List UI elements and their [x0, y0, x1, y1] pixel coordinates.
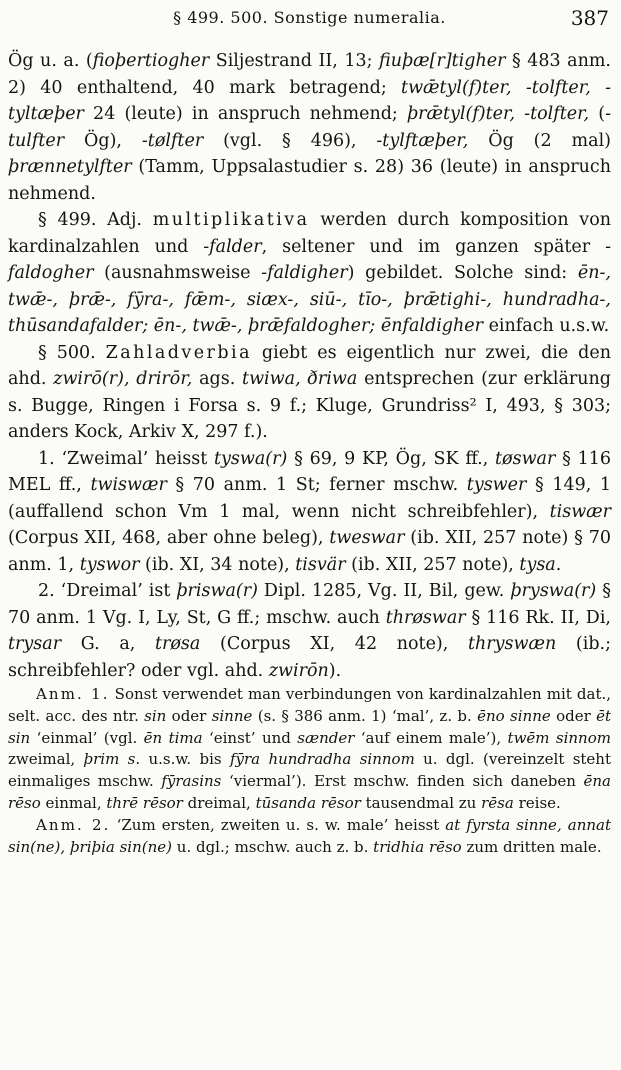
text-run: ).	[328, 660, 342, 681]
text-run: fiuþæ[r]tigher	[379, 51, 506, 71]
text-run: ‘auf einem male’),	[354, 728, 508, 747]
text-run: , seltener und im ganzen später	[261, 236, 606, 257]
text-run: þrǣtyl(f)ter, -tolfter,	[406, 104, 590, 124]
text-run: (vgl. § 496),	[203, 130, 377, 151]
text-run: § 500.	[38, 342, 106, 363]
text-run: twēm sinnom	[507, 728, 611, 747]
text-run: at fyrsta sinne, annat sin(ne), þriþia sin(ne)	[8, 815, 611, 856]
text-run: tyswer	[466, 475, 527, 495]
text-run: multiplikativa	[152, 210, 310, 230]
text-run: -faldogher	[8, 236, 611, 283]
paragraph-anmerkung-1	[8, 684, 611, 815]
text-run: tiswær	[549, 501, 611, 522]
running-head-title: § 499. 500. Sonstige numeralia.	[173, 8, 446, 27]
text-run: fȳra hundradha sinnom	[229, 750, 415, 769]
text-run: § 499. Adj.	[38, 210, 153, 230]
text-run: Anm. 2.	[36, 815, 111, 834]
text-run: Ög (2 mal)	[468, 130, 611, 151]
text-run: (ib. XI, 34 note),	[139, 554, 296, 575]
text-run: (	[589, 104, 606, 124]
text-run: .	[555, 554, 562, 575]
text-run: ēna rēso	[8, 772, 611, 812]
text-run: werden durch komposition von kardinalzahlen und	[8, 210, 612, 257]
text-run: sinne	[211, 706, 253, 725]
text-run: -tylftæþer,	[376, 130, 469, 151]
text-run: Sonst verwendet man verbindungen von kardinalzahlen mit dat., selt. acc. des ntr.	[8, 685, 612, 725]
text-run: (Corpus XI, 42 note),	[200, 634, 468, 654]
paragraph-anmerkung-2	[8, 815, 611, 859]
text-run: (s. § 386 anm. 1) ‘mal’, z. b.	[252, 706, 478, 725]
text-run: zwirōn	[268, 660, 329, 681]
text-run: twiswær	[90, 475, 167, 495]
text-run: einfach u.s.w.	[483, 316, 610, 336]
text-run: dreimal,	[182, 793, 256, 812]
text-run: entsprechen (zur erklärung s. Bugge, Ringen i Forsa s. 9 f.; Kluge, Grundriss² I, 493, § 303; anders Kock, Arkiv X, 297 f.).	[8, 369, 611, 442]
text-run: § 69, 9 KP, Ög, SK ff.,	[287, 448, 496, 469]
text-run: § 116 Rk. II, Di,	[465, 607, 611, 628]
text-run: ) gebildet. Solche sind:	[347, 263, 578, 283]
text-run: ‘Zum ersten, zweiten u. s. w. male’ heisst	[110, 815, 446, 834]
text-run: 1. ‘Zweimal’ heisst	[38, 448, 214, 469]
text-run: þriswa(r)	[176, 581, 258, 601]
text-run: twiwa, ðriwa	[242, 369, 358, 389]
text-run: þrænnetylfter	[8, 157, 132, 177]
text-run: G. a,	[61, 634, 155, 654]
text-run: þrim s.	[83, 750, 141, 769]
text-run: (ib.; schreibfehler? oder vgl. ahd.	[8, 634, 611, 681]
text-run: Zahladverbia	[105, 342, 252, 363]
text-run: ēno sinne	[477, 706, 551, 725]
text-run: tyswor	[79, 554, 140, 575]
text-run: Ög u. a. (	[8, 51, 93, 71]
text-run: tūsanda rēsor	[255, 793, 361, 812]
text-run: u. dgl. (vereinzelt steht einmaliges mschw.	[8, 750, 611, 791]
text-run: einmal,	[40, 793, 107, 812]
text-run: tøswar	[495, 448, 556, 469]
page-number: 387	[570, 6, 609, 30]
text-run: zwirō(r), drirōr,	[53, 369, 193, 389]
text-run: tisvär	[295, 554, 346, 575]
text-run: sænder	[297, 728, 355, 747]
text-run: § 70 anm. 1 St; ferner mschw.	[166, 475, 467, 495]
text-run: þryswa(r)	[510, 581, 597, 601]
text-run: tysa	[519, 554, 556, 575]
text-run: ēn-, twǣ-, þrǣ-, fȳra-, fǣm-, siæx-, siū-, tīo-, þrǣtighi-, hundradha-, thūsandafalder; ēn-, twǣ-, þrǣfaldogher; ēnfaldigher	[8, 263, 611, 336]
text-run: Ög),	[64, 130, 142, 151]
text-run: tweswar	[329, 528, 405, 548]
text-run: -falder	[203, 236, 262, 257]
text-run: ēn tima	[143, 728, 203, 747]
paragraph-item-2-dreimal	[8, 578, 611, 684]
text-run: trysar	[8, 634, 62, 654]
text-run: fioþertiogher	[92, 51, 210, 71]
text-run: thryswæn	[467, 634, 557, 654]
text-run: § 483 anm. 2) 40 enthaltend, 40 mark betragend;	[8, 51, 611, 98]
text-run: Anm. 1.	[36, 685, 110, 703]
text-run: § 149, 1 (auffallend schon Vm 1 mal, wenn nicht schreibfehler),	[8, 475, 612, 522]
text-run: (Tamm, Uppsalastudier s. 28) 36 (leute) in anspruch nehmend.	[8, 157, 611, 204]
text-run: giebt es eigentlich nur zwei, die den ahd.	[8, 342, 611, 389]
text-run: § 116 MEL ff.,	[8, 448, 611, 495]
paragraph-continuation	[8, 48, 611, 207]
text-run: § 70 anm. 1 Vg. I, Ly, St, G ff.; mschw. auch	[8, 581, 611, 628]
text-run: ‘viermal’). Erst mschw. finden sich daneben	[221, 772, 584, 791]
text-run: (ausnahmsweise	[93, 263, 262, 283]
running-head	[8, 8, 611, 34]
text-run: thrē rēsor	[106, 793, 183, 812]
text-run: Siljestrand II, 13;	[209, 51, 380, 71]
text-run: zum dritten male.	[461, 837, 602, 856]
text-run: u.s.w. bis	[140, 750, 230, 769]
text-run: 24 (leute) in anspruch nehmend;	[83, 104, 407, 124]
paragraph-section-499	[8, 207, 611, 340]
text-run: sin	[144, 706, 167, 725]
text-run: ēt sin	[8, 706, 612, 747]
text-run: oder	[550, 706, 597, 725]
text-run: rēsa	[481, 793, 514, 812]
text-run: -tølfter	[141, 130, 204, 151]
text-run: (Corpus XII, 468, aber ohne beleg),	[8, 528, 330, 548]
text-run: ags.	[192, 369, 243, 389]
paragraph-item-1-zweimal	[8, 446, 611, 579]
text-run: zweimal,	[8, 750, 84, 769]
text-run: oder	[166, 706, 212, 725]
text-run: thrøswar	[385, 607, 466, 628]
text-run: tridhia rēso	[373, 837, 462, 856]
paragraph-section-500	[8, 340, 611, 446]
text-run: Dipl. 1285, Vg. II, Bil, gew.	[257, 581, 511, 601]
text-run: -tulfter	[8, 104, 612, 151]
text-run: u. dgl.; mschw. auch z. b.	[172, 837, 374, 856]
text-run: ‘einmal’ (vgl.	[30, 728, 144, 747]
text-run: tausendmal zu	[360, 793, 482, 812]
text-run: fȳrasins	[161, 772, 222, 791]
text-run: (ib. XII, 257 note),	[345, 554, 520, 575]
text-run: ‘einst’ und	[202, 728, 298, 747]
text-run: twǣtyl(f)ter, -tolfter, -tyltæþer	[8, 77, 612, 124]
text-run: tyswa(r)	[214, 448, 288, 469]
text-run: 2. ‘Dreimal’ ist	[38, 581, 177, 601]
text-run: trøsa	[154, 634, 201, 654]
text-run: reise.	[513, 793, 561, 812]
text-run: -faldigher	[261, 263, 348, 283]
text-run: (ib. XII, 257 note) § 70 anm. 1,	[8, 528, 611, 575]
